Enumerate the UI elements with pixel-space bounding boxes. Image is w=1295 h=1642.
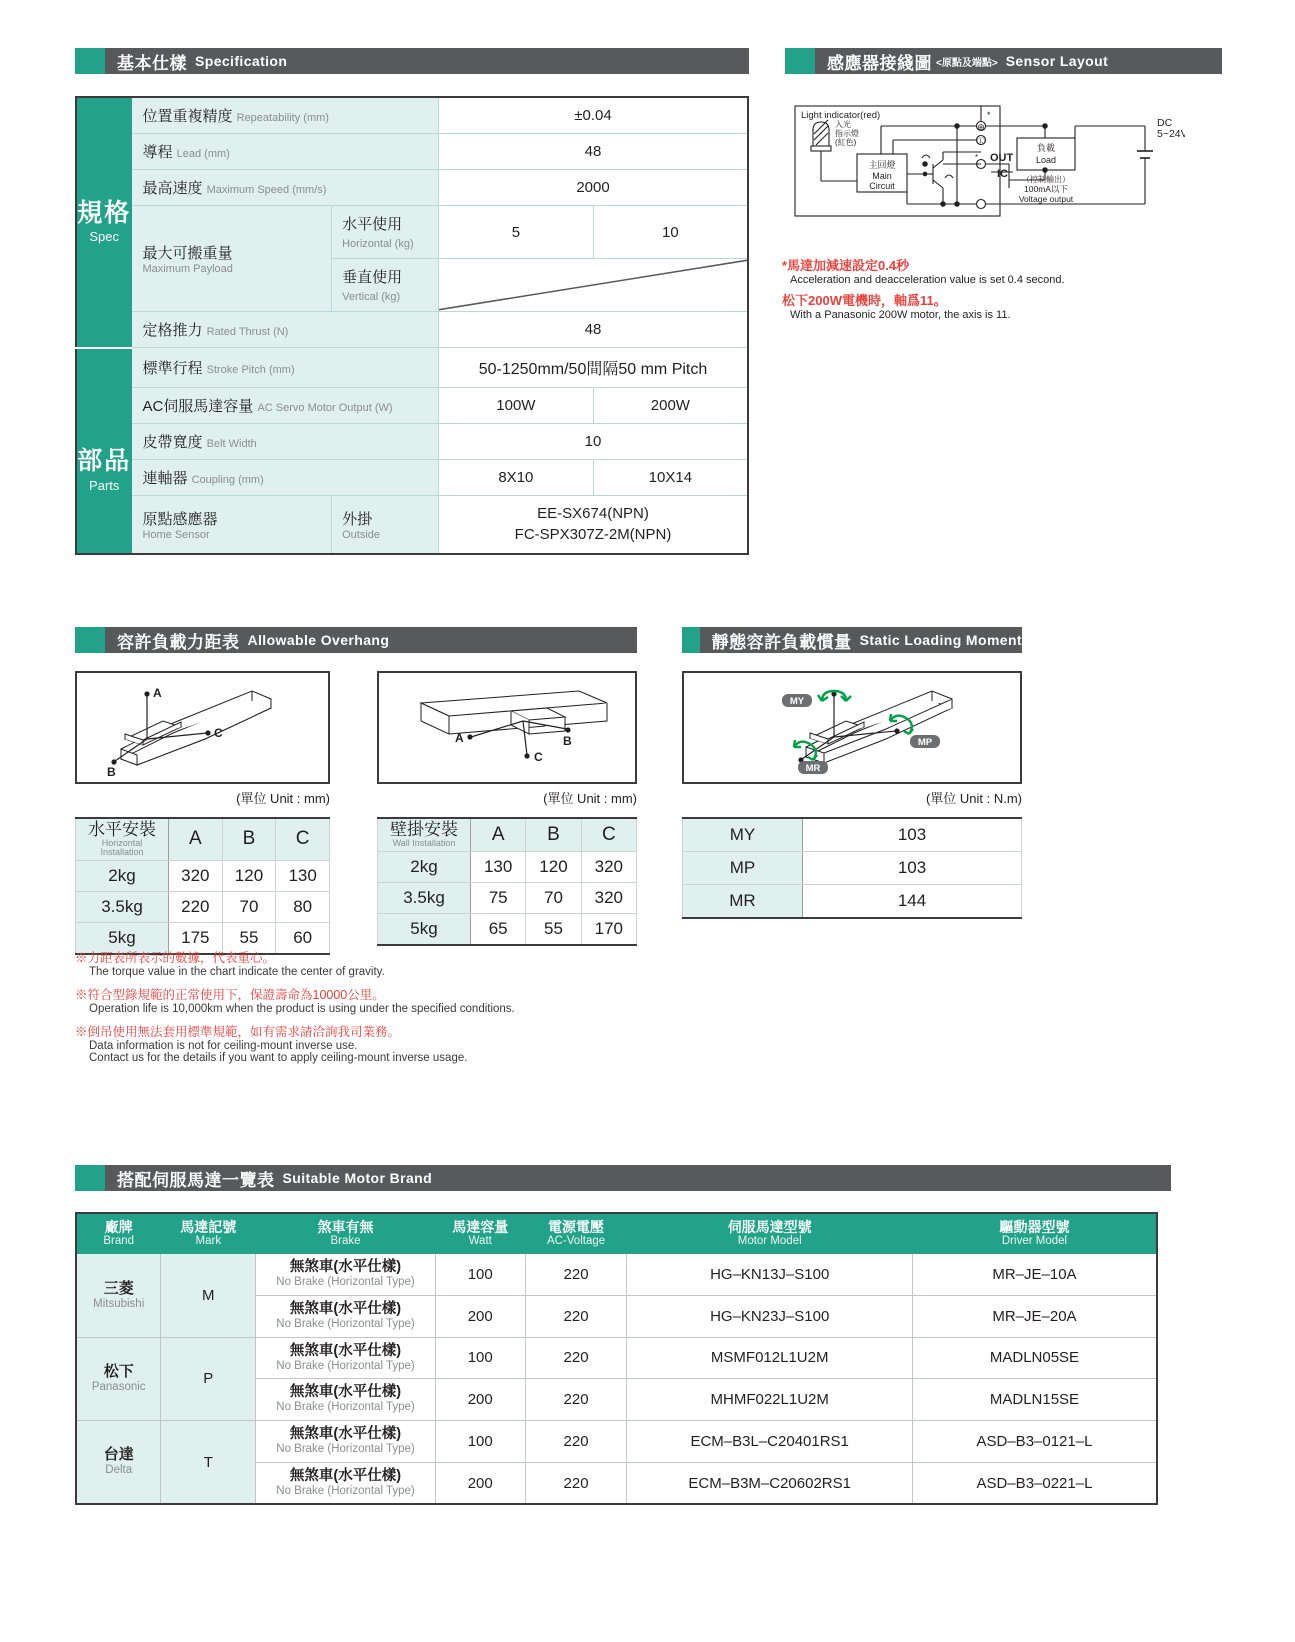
table-row (76, 1421, 1157, 1463)
sensor-model-2: FC-SPX307Z-2M(NPN) (514, 525, 672, 543)
voltage-cell: 220 (525, 1254, 627, 1296)
accent-square (75, 48, 105, 74)
motor-brand-section-header (75, 1165, 1171, 1191)
label-en: Belt Width (206, 438, 257, 450)
sensor-note-en-1: Acceleration and deacceleration value is set 0.4 second. (790, 274, 1065, 286)
brand-en: Delta (105, 1464, 133, 1477)
mark-mitsubishi: M (161, 1254, 256, 1337)
cell-b: 70 (526, 883, 581, 914)
sensor-model-1: EE-SX674(NPN) (537, 505, 649, 523)
row-label-outside (332, 496, 439, 555)
slm-key-mr: MR (683, 885, 803, 919)
brand-delta (76, 1421, 161, 1505)
slm-header-bar (700, 627, 1022, 653)
svg-text:入光: 入光 (835, 120, 851, 129)
col-header-brand (76, 1213, 161, 1254)
svg-text:Voltage output: Voltage output (1018, 194, 1074, 204)
voltage-cell: 220 (525, 1379, 627, 1421)
brake-cell (256, 1462, 436, 1504)
driver-model-cell: MR–JE–10A (912, 1254, 1157, 1296)
column-c: C (276, 818, 330, 860)
svg-text:OUT: OUT (990, 152, 1014, 164)
label-en: Repeatability (mm) (236, 112, 329, 124)
watt-cell: 200 (435, 1295, 525, 1337)
column-c: C (581, 818, 636, 852)
column-a: A (169, 818, 223, 860)
cell-a: 220 (169, 891, 223, 922)
header-en: Watt (468, 1235, 492, 1248)
column-a: A (471, 818, 526, 852)
label-cn: 定格推力 (142, 322, 203, 339)
label-cn: 原點感應器 (142, 511, 218, 528)
table-row (76, 1254, 1157, 1296)
value-lead: 48 (439, 134, 748, 170)
header-en: Horizontal Installation (100, 837, 144, 858)
label-en: Coupling (mm) (191, 474, 264, 486)
slm-value-mp: 103 (803, 852, 1022, 885)
cell-b: 70 (222, 891, 276, 922)
sensor-note-cn-2: 松下200W電機時，軸爲11。 (782, 293, 947, 308)
note-block-2 (75, 985, 635, 1015)
horizontal-header-cell (76, 818, 169, 860)
table-row (76, 860, 330, 891)
parts-group-en: Parts (89, 477, 120, 493)
header-en: Wall Installation (392, 838, 456, 849)
svg-text:DC: DC (1157, 117, 1173, 129)
value-belt-width: 10 (439, 424, 748, 460)
cell-a: 130 (471, 852, 526, 883)
value-horizontal-200w: 10 (593, 206, 748, 259)
row-label-2kg: 2kg (76, 860, 169, 891)
col-header-voltage (525, 1213, 627, 1254)
static-loading-moment-section-header (682, 627, 1022, 653)
brake-cn: 無煞車(水平仕樣) (289, 1342, 402, 1359)
row-label-5kg: 5kg (378, 914, 471, 946)
parts-group-label (76, 388, 132, 555)
note-block-3 (75, 1022, 635, 1064)
slm-title-cn: 靜態容許負載慣量 (711, 632, 852, 652)
voltage-cell: 220 (525, 1462, 627, 1504)
brand-mitsubishi (76, 1254, 161, 1337)
accent-square (682, 627, 700, 653)
table-row (683, 885, 1022, 919)
note-en-1: The torque value in the chart indicate the center of gravity. (89, 966, 385, 978)
motor-model-cell: MHMF022L1U2M (627, 1379, 912, 1421)
value-max-speed: 2000 (439, 170, 748, 206)
wall-header-cell (378, 818, 471, 852)
parts-group-cn: 部品 (77, 447, 132, 476)
note-en-3a: Data information is not for ceiling-mount inverse use. (89, 1040, 358, 1052)
label-b: B (563, 734, 572, 748)
column-b: B (526, 818, 581, 852)
sensor-layout-title-sub: <原點及端點> (936, 57, 998, 69)
header-en: Brake (330, 1235, 361, 1248)
svg-text:指示燈: 指示燈 (835, 129, 859, 138)
brand-cn: 台達 (103, 1446, 134, 1464)
watt-cell: 200 (435, 1379, 525, 1421)
table-row (76, 1337, 1157, 1379)
sensor-layout-title-cn: 感應器接綫圖 (827, 53, 932, 73)
brake-en: No Brake (Horizontal Type) (276, 1359, 415, 1372)
col-header-motor-model (627, 1213, 912, 1254)
cell-a: 75 (471, 883, 526, 914)
accent-square (785, 48, 815, 74)
cell-a: 175 (169, 922, 223, 954)
spec-group-en: Spec (89, 229, 120, 245)
row-label-35kg: 3.5kg (378, 883, 471, 914)
label-cn: 位置重複精度 (142, 108, 233, 125)
brake-en: No Brake (Horizontal Type) (276, 1401, 415, 1414)
motor-model-cell: HG–KN23J–S100 (627, 1295, 912, 1337)
table-row (378, 914, 637, 946)
table-row (76, 891, 330, 922)
driver-model-cell: MR–JE–20A (912, 1295, 1157, 1337)
sensor-notes (782, 255, 1212, 321)
spec-group-cn: 規格 (77, 199, 132, 228)
label-en: Vertical (kg) (342, 291, 401, 303)
label-en: Maximum Speed (mm/s) (206, 184, 327, 196)
slm-value-my: 103 (803, 818, 1022, 852)
brake-cell (256, 1337, 436, 1379)
row-label-stroke-pitch (132, 348, 439, 388)
header-cn: 廠牌 (104, 1219, 133, 1235)
label-en: Stroke Pitch (mm) (206, 364, 295, 376)
voltage-cell: 220 (525, 1337, 627, 1379)
cell-c: 60 (276, 922, 330, 954)
accent-square (75, 627, 105, 653)
light-indicator-label: Light indicator(red) (801, 110, 881, 121)
brand-panasonic (76, 1337, 161, 1420)
col-header-driver-model (912, 1213, 1157, 1254)
note-cn-2: ※符合型錄規範的正常使用下，保證壽命為10000公里。 (75, 988, 385, 1002)
table-row (76, 312, 748, 348)
label-cn: AC伺服馬達容量 (142, 398, 254, 415)
label-en: Rated Thrust (N) (206, 326, 289, 338)
svg-text:100mA以下: 100mA以下 (1024, 184, 1068, 194)
brand-en: Mitsubishi (93, 1297, 145, 1310)
specification-header-bar (105, 48, 749, 74)
brake-cn: 無煞車(水平仕樣) (289, 1259, 402, 1276)
overhang-title-en: Allowable Overhang (247, 632, 390, 648)
brake-en: No Brake (Horizontal Type) (276, 1318, 415, 1331)
row-label-payload (132, 206, 332, 312)
value-horizontal-100w: 5 (439, 206, 594, 259)
voltage-cell: 220 (525, 1421, 627, 1463)
brake-en: No Brake (Horizontal Type) (276, 1276, 415, 1289)
table-row (76, 206, 748, 259)
table-header-row (378, 818, 637, 852)
header-cn: 馬達容量 (452, 1219, 509, 1235)
note-cn-3: ※倒吊使用無法套用標準規範，如有需求請洽詢我司業務。 (75, 1025, 401, 1039)
motor-brand-header-bar (105, 1165, 1171, 1191)
sensor-layout-section-header (785, 48, 1222, 74)
row-label-horizontal (332, 206, 439, 259)
note-block-1 (75, 948, 635, 978)
brake-en: No Brake (Horizontal Type) (276, 1443, 415, 1456)
mp-label: MP (917, 737, 933, 748)
specification-title-en: Specification (195, 53, 288, 69)
header-cn: 壁掛安裝 (390, 820, 458, 840)
cell-c: 170 (581, 914, 636, 946)
value-coupling-200w: 10X14 (593, 460, 748, 496)
label-en: Lead (mm) (176, 148, 230, 160)
label-cn: 外掛 (342, 511, 373, 528)
col-header-watt (435, 1213, 525, 1254)
label-b: B (107, 765, 116, 779)
table-row (378, 883, 637, 914)
sensor-layout-title-en: Sensor Layout (1005, 53, 1109, 69)
value-coupling-100w: 8X10 (439, 460, 594, 496)
horizontal-installation-table (75, 817, 330, 955)
sensor-layout-header-bar (815, 48, 1222, 74)
label-cn: 標準行程 (142, 360, 203, 377)
wall-installation-table (377, 817, 637, 946)
label-cn: 導程 (142, 144, 173, 161)
stroke-pitch-main: 50-1250mm/50間隔 (478, 361, 619, 378)
table-header-row (76, 818, 330, 860)
label-en: Horizontal (kg) (342, 238, 414, 250)
note-cn-1: ※力距表所表示的數據，代表重心。 (75, 951, 276, 965)
row-label-lead (132, 134, 439, 170)
table-row (683, 852, 1022, 885)
cell-b: 120 (222, 860, 276, 891)
specification-table (75, 96, 749, 555)
table-row (683, 818, 1022, 852)
value-motor-output-100w: 100W (439, 388, 594, 424)
value-repeatability: ±0.04 (439, 97, 748, 134)
wall-installation-diagram (377, 671, 637, 784)
horizontal-unit-caption: (單位 Unit : mm) (236, 791, 330, 806)
brand-cn: 松下 (103, 1362, 134, 1380)
table-row (378, 852, 637, 883)
brake-cn: 無煞車(水平仕樣) (289, 1300, 402, 1317)
overhang-section-header (75, 627, 637, 653)
sensor-note-cn-1: *馬達加減速設定0.4秒 (782, 258, 910, 273)
voltage-cell: 220 (525, 1295, 627, 1337)
svg-text:*: * (987, 110, 991, 120)
motor-model-cell: MSMF012L1U2M (627, 1337, 912, 1379)
cell-b: 120 (526, 852, 581, 883)
svg-text:(紅色): (紅色) (835, 138, 857, 147)
slm-unit-caption: (單位 Unit : N.m) (925, 791, 1022, 806)
svg-text:負載: 負載 (1036, 143, 1056, 153)
header-cn: 電源電壓 (548, 1219, 605, 1235)
motor-model-cell: ECM–B3M–C20602RS1 (627, 1462, 912, 1504)
overhang-header-bar (105, 627, 637, 653)
col-header-brake (256, 1213, 436, 1254)
svg-text:*: * (975, 153, 979, 162)
stroke-pitch-note: 50 mm Pitch (618, 361, 708, 378)
watt-cell: 200 (435, 1462, 525, 1504)
label-cn: 連軸器 (142, 470, 188, 487)
specification-section-header (75, 48, 749, 74)
brand-cn: 三菱 (103, 1279, 134, 1297)
table-header-row (76, 1213, 1157, 1254)
header-cn: 伺服馬達型號 (727, 1219, 812, 1235)
table-row (76, 496, 748, 555)
label-en: Maximum Payload (142, 263, 233, 275)
cell-a: 65 (471, 914, 526, 946)
watt-cell: 100 (435, 1337, 525, 1379)
row-label-vertical (332, 259, 439, 312)
wall-axis-svg (379, 673, 635, 782)
header-cn: 驅動器型號 (999, 1219, 1070, 1235)
spec-group-label (76, 97, 132, 348)
brake-cell (256, 1295, 436, 1337)
mark-delta: T (161, 1421, 256, 1505)
motor-model-cell: HG–KN13J–S100 (627, 1254, 912, 1296)
row-label-coupling (132, 460, 439, 496)
driver-model-cell: MADLN15SE (912, 1379, 1157, 1421)
label-a: A (455, 731, 464, 745)
row-label-belt-width (132, 424, 439, 460)
table-row (76, 460, 748, 496)
overhang-notes (75, 948, 635, 1071)
column-b: B (222, 818, 276, 860)
wall-unit-caption: (單位 Unit : mm) (543, 791, 637, 806)
cell-a: 320 (169, 860, 223, 891)
overhang-title-cn: 容許負載力距表 (117, 632, 240, 652)
row-label-2kg: 2kg (378, 852, 471, 883)
row-label-repeatability (132, 97, 439, 134)
cell-b: 55 (222, 922, 276, 954)
not-applicable-slash-icon (439, 259, 747, 311)
svg-text:Ⓛ: Ⓛ (977, 137, 985, 146)
driver-model-cell: ASD–B3–0221–L (912, 1462, 1157, 1504)
brand-en: Panasonic (91, 1380, 146, 1393)
mark-panasonic: P (161, 1337, 256, 1420)
sensor-wiring-diagram (785, 96, 1185, 226)
spec-group-spacer (76, 348, 132, 388)
cell-b: 55 (526, 914, 581, 946)
svg-text:主回燈: 主回燈 (868, 160, 896, 170)
watt-cell: 100 (435, 1421, 525, 1463)
static-loading-moment-diagram (682, 671, 1022, 784)
header-en: Motor Model (737, 1235, 802, 1248)
value-sensor-models (439, 496, 748, 555)
svg-text:（控制輸出）: （控制輸出） (1022, 175, 1070, 184)
label-cn: 皮帶寬度 (142, 434, 203, 451)
header-cn: 馬達記號 (180, 1219, 237, 1235)
cell-c: 320 (581, 852, 636, 883)
specification-title-cn: 基本仕樣 (117, 53, 187, 73)
label-en: Outside (342, 529, 381, 541)
note-en-2: Operation life is 10,000km when the product is using under the specified conditions. (89, 1003, 515, 1015)
static-loading-moment-table (682, 817, 1022, 919)
note-en-3b: Contact us for the details if you want to apply ceiling-mount inverse usage. (89, 1052, 468, 1064)
cell-c: 320 (581, 883, 636, 914)
motor-model-cell: ECM–B3L–C20401RS1 (627, 1421, 912, 1463)
label-en: AC Servo Motor Output (W) (257, 402, 393, 414)
sensor-note-en-2: With a Panasonic 200W motor, the axis is 11. (790, 309, 1011, 321)
moment-axes-svg (684, 673, 1020, 782)
value-stroke-pitch (439, 348, 748, 388)
svg-text:Load: Load (1035, 155, 1057, 165)
table-row (76, 134, 748, 170)
suitable-motor-brand-table (75, 1212, 1158, 1505)
label-c: C (214, 726, 223, 740)
table-row (76, 97, 748, 134)
motor-brand-title-cn: 搭配伺服馬達一覽表 (117, 1170, 275, 1190)
table-row (76, 348, 748, 388)
row-label-motor-output (132, 388, 439, 424)
label-cn: 最大可搬重量 (142, 245, 233, 262)
label-cn: 垂直使用 (342, 269, 403, 286)
cell-c: 80 (276, 891, 330, 922)
svg-text:⊕: ⊕ (977, 122, 985, 132)
header-en: Driver Model (1001, 1235, 1068, 1248)
row-label-rated-thrust (132, 312, 439, 348)
row-label-5kg: 5kg (76, 922, 169, 954)
svg-text:Circuit: Circuit (869, 181, 895, 191)
brake-cell (256, 1421, 436, 1463)
header-cn: 煞車有無 (317, 1219, 374, 1235)
brake-cn: 無煞車(水平仕樣) (289, 1384, 402, 1401)
driver-model-cell: MADLN05SE (912, 1337, 1157, 1379)
label-cn: 最高速度 (142, 180, 203, 197)
row-label-35kg: 3.5kg (76, 891, 169, 922)
brake-cell (256, 1254, 436, 1296)
watt-cell: 100 (435, 1254, 525, 1296)
table-row (76, 388, 748, 424)
brake-cell (256, 1379, 436, 1421)
brake-cn: 無煞車(水平仕樣) (289, 1426, 402, 1442)
value-rated-thrust: 48 (439, 312, 748, 348)
table-row (76, 424, 748, 460)
header-en: Mark (195, 1235, 222, 1248)
label-c: C (534, 750, 543, 764)
svg-text:Main: Main (872, 171, 892, 181)
svg-text:IC: IC (997, 168, 1008, 180)
horizontal-axis-svg (77, 673, 328, 782)
value-motor-output-200w: 200W (593, 388, 748, 424)
svg-text:5~24V: 5~24V (1157, 128, 1185, 140)
slm-key-mp: MP (683, 852, 803, 885)
row-label-home-sensor (132, 496, 332, 555)
value-vertical-na (439, 259, 748, 312)
col-header-mark (161, 1213, 256, 1254)
my-label: MY (789, 696, 805, 707)
motor-brand-title-en: Suitable Motor Brand (282, 1170, 433, 1186)
header-cn: 水平安裝 (88, 820, 156, 839)
cell-c: 130 (276, 860, 330, 891)
accent-square (75, 1165, 105, 1191)
slm-key-my: MY (683, 818, 803, 852)
sensor-circuit-svg (785, 96, 1185, 226)
table-row (76, 170, 748, 206)
horizontal-installation-diagram (75, 671, 330, 784)
row-label-max-speed (132, 170, 439, 206)
label-cn: 水平使用 (342, 216, 403, 233)
header-en: AC-Voltage (546, 1235, 606, 1248)
slm-value-mr: 144 (803, 885, 1022, 919)
label-en: Home Sensor (142, 529, 210, 541)
brake-cn: 無煞車(水平仕樣) (289, 1467, 402, 1484)
label-a: A (153, 686, 162, 700)
mr-label: MR (805, 763, 821, 774)
driver-model-cell: ASD–B3–0121–L (912, 1421, 1157, 1463)
slm-title-en: Static Loading Moment (859, 632, 1022, 648)
header-en: Brand (103, 1235, 135, 1248)
brake-en: No Brake (Horizontal Type) (276, 1484, 415, 1497)
